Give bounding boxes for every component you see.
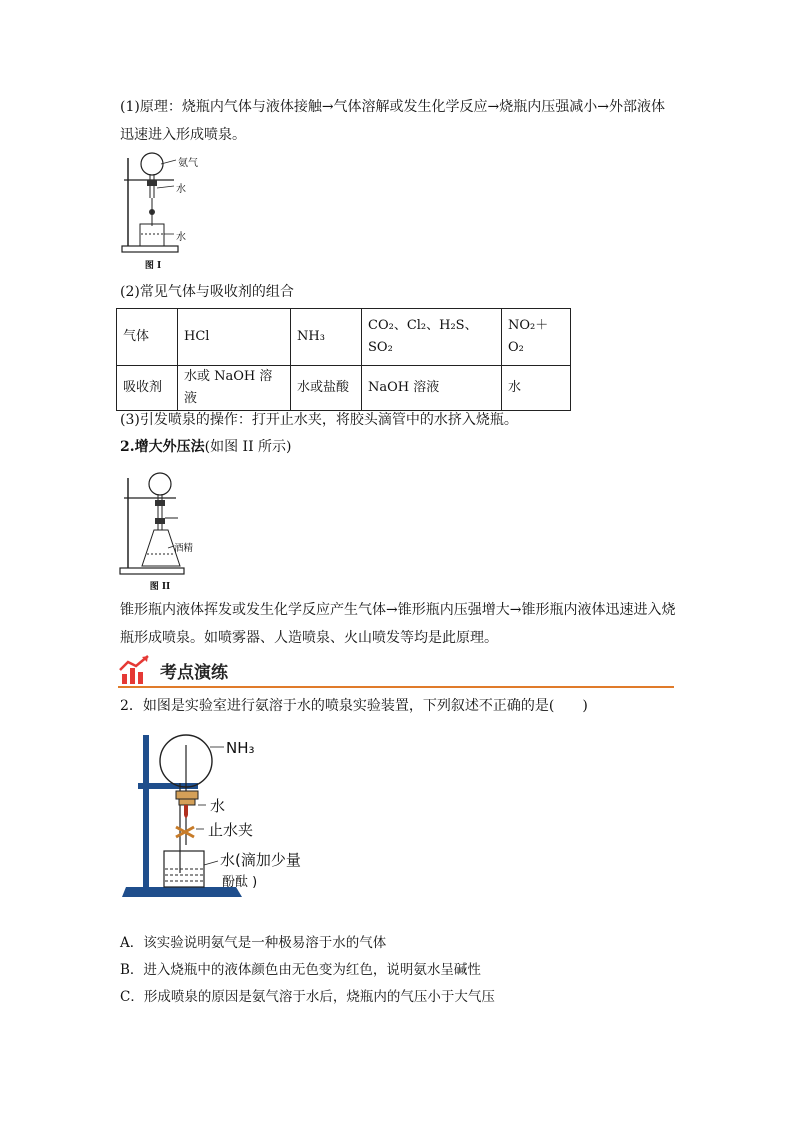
label-nh3: NH₃ — [226, 739, 255, 757]
figure-2 — [118, 468, 218, 596]
principle-line-1: (1)原理：烧瓶内气体与液体接触→气体溶解或发生化学反应→烧瓶内压强减小→外部液体 — [120, 99, 666, 115]
method-2-desc-line-1: 锥形瓶内液体挥发或发生化学反应产生气体→锥形瓶内压强增大→锥形瓶内液体迅速进入烧 — [120, 602, 676, 618]
figure-1 — [118, 150, 218, 275]
method-2-title: 2.增大外压法 — [120, 439, 205, 455]
section-divider — [118, 686, 674, 688]
gas-absorbent-table — [116, 308, 571, 411]
question-2: 2．如图是实验室进行氨溶于水的喷泉实验装置，下列叙述不正确的是( ) — [120, 698, 588, 714]
table-cell: NO₂＋O₂ — [502, 309, 571, 366]
table-cell: CO₂、Cl₂、H₂S、SO₂ — [362, 309, 502, 366]
label-water: 水 — [210, 797, 226, 815]
method-2-note: (如图 II 所示) — [204, 439, 292, 455]
ammonia-fountain-diagram — [118, 725, 318, 910]
method-2-desc-line-2: 瓶形成喷泉。如喷雾器、人造喷泉、火山喷发等均是此原理。 — [120, 630, 498, 646]
label-ammonia: 氨气 — [178, 158, 198, 169]
label-water-phenolphthalein: 水(滴加少量 — [220, 851, 301, 869]
table-row — [117, 309, 571, 366]
fountain-apparatus-1-diagram — [118, 150, 218, 275]
fountain-apparatus-2-diagram — [118, 468, 218, 596]
figure-3 — [118, 725, 318, 910]
table-cell: 水 — [502, 366, 571, 411]
label-water-top: 水 — [176, 184, 186, 195]
table-cell: NH₃ — [291, 309, 362, 366]
combo-heading: (2)常见气体与吸收剂的组合 — [120, 284, 294, 300]
table-cell: 水或盐酸 — [291, 366, 362, 411]
label-alcohol: 酒精 — [174, 543, 194, 554]
table-cell-absorbent-header: 吸收剂 — [117, 366, 178, 411]
table-cell: HCl — [178, 309, 291, 366]
label-phenolphthalein: 酚酞 ) — [222, 875, 258, 890]
label-stop-clamp: 止水夹 — [208, 821, 254, 839]
method-2-heading — [120, 433, 676, 461]
chart-trend-icon — [118, 654, 152, 686]
option-b: B．进入烧瓶中的液体颜色由无色变为红色，说明氨水呈碱性 — [120, 962, 481, 978]
label-water-bottom: 水 — [176, 232, 186, 243]
table-cell: NaOH 溶液 — [362, 366, 502, 411]
option-c: C．形成喷泉的原因是氨气溶于水后，烧瓶内的气压小于大气压 — [120, 989, 495, 1005]
figure-1-caption: 图 I — [144, 261, 162, 271]
table-row — [117, 366, 571, 411]
section-header — [118, 652, 674, 688]
trigger-operation: (3)引发喷泉的操作：打开止水夹，将胶头滴管中的水挤入烧瓶。 — [120, 412, 518, 428]
table-cell-gas-header: 气体 — [117, 309, 178, 366]
option-a: A．该实验说明氨气是一种极易溶于水的气体 — [120, 935, 387, 951]
table-cell: 水或 NaOH 溶液 — [178, 366, 291, 411]
principle-line-2: 迅速进入形成喷泉。 — [120, 127, 246, 143]
figure-2-caption: 图 II — [149, 582, 171, 592]
section-title: 考点演练 — [160, 663, 228, 683]
